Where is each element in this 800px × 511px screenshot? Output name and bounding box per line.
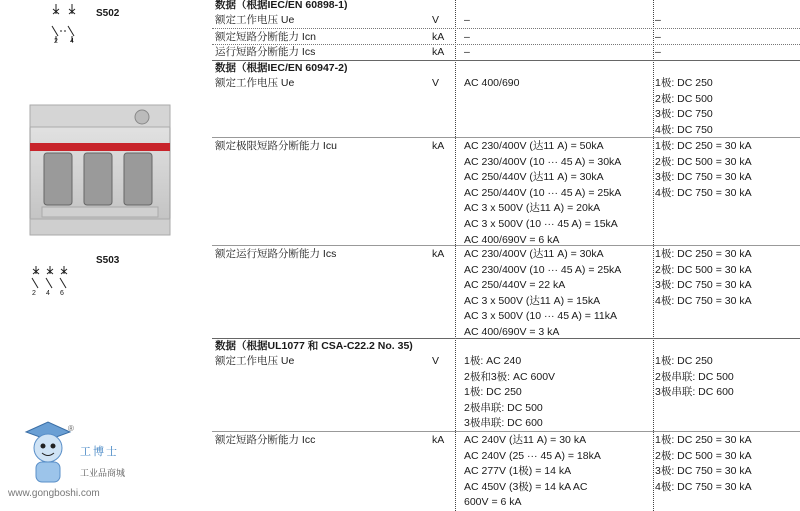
s502-terminal-2: 2 bbox=[54, 38, 58, 45]
brand-subtitle: 工业品商城 bbox=[80, 468, 126, 478]
spec-table: 数据（根据IEC/EN 60898-1) 额定工作电压 Ue V – – 额定短路分断能力 Icn kA – – 运行短路分断能力 Ics kA – – 数据（根据IEC/EN 60947-2) 额定工作电压 Ue V AC 400/690 1极: DC 250 2极: DC 500 3极: DC 750 4极: DC 750 额定极限短路分断能力 Icu kA AC 230/400V (达11 A) = 50kA AC 230/400V (10 ··· 45 A) = 30kA AC 250/440V (达11 A) = 30kA AC 250/440V (10 ··· 45 A) = 25kA AC 3 x 500V (达11 A) = 20kA AC 3 x 500V (10 ··· 45 A) = 15kA AC 400/690V = 6 kA 1极: DC 250 = 30 kA 2极: DC 500 = 30 kA 3极: DC 750 = 30 kA 4极: DC 750 = 30 kA 额定运行短路分断能力 Ics kA AC 230/400V (达11 A) = 30kA AC 230/400V (10 ··· 45 A) = 25kA AC 250/440V = 22 kA AC 3 x 500V (达11 A) = 15kA AC 3 x 500V (10 ··· 45 A) = 11kA AC 400/690V = 3 kA 1极: DC 250 = 30 kA 2极: DC 500 = 30 kA 3极: DC 750 = 30 kA 4极: DC 750 = 30 kA 数据（根据UL1077 和 CSA-C22.2 No. 35) 额定工作电压 Ue V 1极: AC 240 2极和3极: AC 600V 1极: DC 250 2极串联: DC 500 3极串联: DC 600 1极: DC 250 2极串联: DC 500 3极串联: DC 600 额定短路分断能力 Icc kA AC 240V (达11 A) = 30 kA AC 240V (25 ··· 45 A) = 18kA AC 277V (1极) = 14 kA AC 450V (3极) = 14 kA AC 600V = 6 kA 1极: DC 250 = 30 kA 2极: DC 500 = 30 kA 3极: DC 750 = 30 kA 4极: DC 750 = 30 kA bbox=[212, 0, 800, 511]
product-column bbox=[0, 0, 205, 511]
s502-label: S502 bbox=[96, 8, 120, 19]
s502-schematic-icon bbox=[46, 0, 86, 50]
registered-mark: ® bbox=[68, 424, 74, 433]
s503-breaker-image bbox=[22, 95, 182, 245]
s503-terminal-4: 4 bbox=[46, 290, 50, 297]
brand-url: www.gongboshi.com bbox=[8, 488, 100, 499]
s503-terminal-6: 6 bbox=[60, 290, 64, 297]
s502-terminal-4: 4 bbox=[70, 38, 74, 45]
s503-label: S503 bbox=[96, 255, 120, 266]
brand-name: 工博士 bbox=[80, 446, 119, 458]
s503-terminal-2: 2 bbox=[32, 290, 36, 297]
